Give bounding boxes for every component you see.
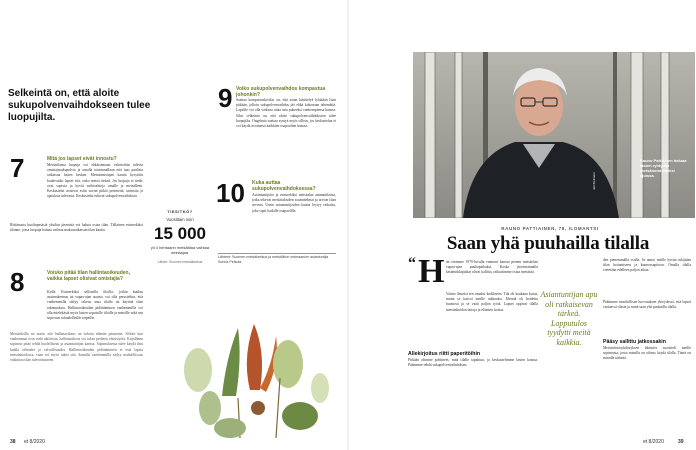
article-col1-body: Vaimo ilmoitti sen omaksi kodikseen. Tila oli kaukana kotoa, mutta se kasvoi meille rakkaaksi. Metsää oli hoidettu huonosti ja se vaati paljon työtä. Lapset oppivat tilalla metsänhoidon taitoja ja eläinten hoitoa.: [446, 292, 538, 312]
article-kicker: RAUNO PATTIAINEN, 78, ILOMANTSI: [501, 226, 599, 231]
page-gutter: [347, 0, 349, 450]
bud-shape: [251, 401, 265, 415]
q7-number: 7: [10, 153, 25, 183]
plant-illustration: [180, 318, 330, 440]
q10-body: Asiantuntijoita ja esimerkiksi metsäalan ammattilaisia, jotka tekevät metsätalouden suunnitelmat ja arvion tilan arvosta. Usein asiantuntijoiden kautta löytyy ratkaisu, joka sopii kaikille osapuolille.: [252, 193, 336, 213]
right-footer-mag: et 8/2020: [643, 439, 664, 445]
article-col3-body-2: Päätimme muodollisen luovutuksen yhteydessä, että lapset vastaavat tilasta ja minä saan yhä puuhailla tilalla.: [603, 300, 691, 310]
tiesitko-source: Lähde: Suomen metsäkeskus: [157, 260, 203, 264]
article-col1-sub-body: Pitkään olimme pohtineet, mitä tilalle tapahtuu, ja keskustelimme lasten kanssa. Päätimme tehdä sukupolvenvaihdoksen.: [408, 358, 538, 368]
tiesitko-number: 15 000: [154, 224, 206, 243]
q7-title: Mitä jos lapset eivät innostu?: [47, 156, 117, 162]
tiesitko-label: TIESITKÖ?: [167, 209, 193, 214]
leaf-shape: [214, 418, 246, 438]
tiesitko-intro: Vuosittain noin: [166, 217, 194, 222]
article-lead: än ostimme 1970-luvulla vaimoni kanssa pienen metsätilan vapaa-ajan puuhapaikaksi. Koska järvenrannalla kesämökkipaikat olivat kalliita, ratkaisimme ostaa metsästä.: [446, 260, 538, 275]
article-col1-subhead: Allekirjoitus riitti paperitöihin: [408, 351, 481, 357]
leaf-shape: [311, 373, 329, 403]
drop-cap-quote: “: [408, 255, 416, 272]
q8-body: Kyllä. Esimerkiksi sellaisilla tiloilla, joihin kuuluu asuinrakennus tai vapaa-ajan asunto, voi olla perusteltua, että vanhemmilla säilyy oikeus asua tilalla tai käyttää tilan rakennuksia. Hallintaoikeuden pidättäminen vanhemmilla voi olla mielekästä myös lasten sopuisille tiloille ja metsille sekä sen sopivuus taloudellisille tarpeille.: [47, 290, 143, 321]
q8-body-continued: Metsätiloilla on usein, että hallintaoikeus on sidottu elämän pituuteen. Silloin kun vanhemmat ovat vielä aktiivisia, hallintaoikeus voi tukea perheen yhteistyötä. Kirjallinen sopimus pitää tehdä huolellisesti ja asiantuntijan kanssa. Sopimuksesta tulee käydä ilmi kaikki oikeudet ja velvollisuudet. Hallintaoikeuden pidättäminen ei estä lapsia metsänhoidossa, vaan voi myös tukea sitä. Samalla vanhemmilla säilyy mahdollisuus vaikuttaa tilan tulevaisuuteen.: [10, 332, 143, 363]
pull-quote: Asiantuntijan apu oli ratkaisevan tärkeä. Lopputulos tyydytti meitä kaikkia.: [540, 290, 598, 347]
tiesitko-caption: yli 4 hehtaarin metsätilaa vaihtaa omistajaa.: [150, 245, 210, 255]
article-col3-subhead: Pääsy sallittu jatkossakin: [603, 339, 666, 345]
leaf-shape: [184, 348, 212, 392]
article-col3-sub-body: Metsänhoitoyhdistyksen lakimies suositteli meille sopimusta, jossa minulla on oikeus käydä tilalla. Tämä on minulle tärkeää.: [603, 346, 691, 361]
q8-number: 8: [10, 267, 25, 297]
leaf-shape: [199, 391, 221, 425]
q8-title: Voisko pitää tilan hallintaoikeuden, vaikka lapset olisivat omistajia?: [47, 270, 130, 282]
article-col3-body: den pienemmällä osalla. Se annoi meille hyvän tukijalan tilan hoitamiseen ja kunnossapitoon. Omalla tilalla vietetään edelleen paljon aikaa.: [603, 258, 691, 273]
article-title: Saan yhä puuhailla tilalla: [446, 233, 650, 254]
q10-title: Kuka auttaa sukupolvenvaihdoksessa?: [252, 180, 316, 192]
q7-body-2: Riittänasta kuolinpesäsiä yksikin jäsenistä voi haluta ostaa tilan. Tällainen esimerkiksi tilanne, jossa luopuja haluaa vaihtaa maksuratkaisun tilan kautta.: [10, 223, 143, 233]
left-footer-page: 38: [10, 439, 16, 445]
left-footer-mag: et 8/2020: [24, 439, 45, 445]
photo-credit: Jari Kiviniemi: [592, 172, 596, 190]
q9-body: Saattaa kompastuskiviksi on, että asian käsittelyä lykätään liian pitkään, jolloin sukupolvenvaihdos jää ehkä kokonaan tekemättä. Lapsille voi olla vaikeaa ottaa asia puheeksi vanhempiensa kanssa. Siksi selkeintä on, että aloite sukupolvenvaihdokseen tulee luopujilta. Ongelmia saattaa syntyä myös silloin, jos keskustelua ei voi käydä avoimesti kaikkien osapuolten kanssa.: [236, 98, 336, 129]
stalk-shape: [276, 378, 280, 438]
q10-source: Lähteet: Suomen metsäkeskus ja metsäliiton veteraanien asiantuntija Sonna Pelkola.: [218, 255, 329, 264]
fern-shape: [222, 328, 240, 396]
portrait-photo: [413, 52, 695, 218]
drop-cap: H: [418, 253, 445, 290]
photo-caption: Rauno Pattiainen haluaa lasten ryhtyvän metsänomistajiksi ajoissa.: [640, 158, 687, 178]
q10-number: 10: [216, 178, 245, 208]
leaf-shape: [273, 340, 303, 388]
right-footer-page: 39: [678, 439, 684, 445]
q7-body: Metsätilansa luopuja voi ehkäisemaan valintoihin tulevia omistajasukupolvia ja omalla toiminnallaan että taas paulista ratkaisua lasten kesken. Metsäomistajan kautta kysyttiin kuulevatko lapset sitä, onko metsä tärkeä. Jos luopuja ei tiedä, ovat sopivia ja hyviä vaihtoehtoja omalle ja metsälleen. Keskustelut nostivat esiin suvun pitkiä perinteitä, tarinoita ja ajatuksia tulevasta. Keskustelut tukivat sukupolvenvaihdosta.: [47, 163, 143, 199]
q9-title: Voiko sukupolvenvaihdos kompastua johonkin?: [236, 86, 326, 98]
leaf-shape: [282, 402, 318, 430]
flame-leaf-shape: [247, 324, 262, 390]
q10-source-rule: [218, 253, 336, 254]
left-headline: Selkeintä on, että aloite sukupolvenvaihdokseen tulee luopujilta.: [8, 88, 151, 123]
q9-number: 9: [218, 83, 233, 113]
